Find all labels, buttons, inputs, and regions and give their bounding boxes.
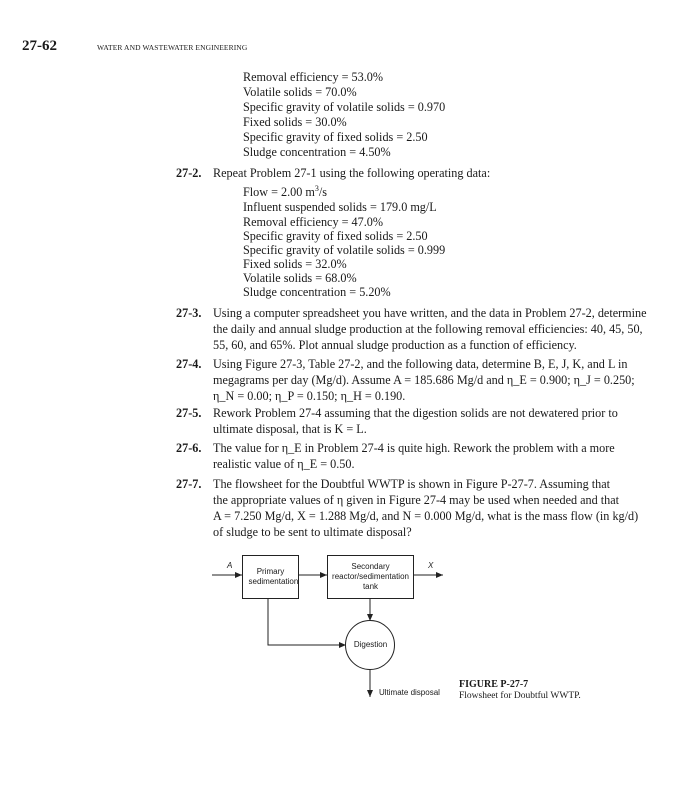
figure-number: FIGURE P-27-7: [459, 679, 529, 690]
data-line: Specific gravity of volatile solids = 0.999: [243, 243, 446, 257]
data-line: Specific gravity of fixed solids = 2.50: [243, 130, 428, 144]
text-line: 55, 60, and 65%. Plot annual sludge production as a function of efficiency.: [213, 338, 577, 352]
text-line: megagrams per day (Mg/d). Assume A = 185.686 Mg/d and η_E = 0.900; η_J = 0.250;: [213, 373, 635, 387]
page-number: 27-62: [22, 38, 57, 54]
data-line: Specific gravity of fixed solids = 2.50: [243, 229, 428, 243]
text-line: The value for η_E in Problem 27-4 is quite high. Rework the problem with a more: [213, 441, 615, 455]
data-line: Removal efficiency = 53.0%: [243, 70, 383, 84]
problem-number: 27-5.: [176, 406, 202, 420]
data-line: Influent suspended solids = 179.0 mg/L: [243, 200, 437, 214]
label-x: X: [428, 561, 434, 570]
secondary-label: Secondary reactor/sedimentation tank: [332, 562, 409, 591]
flow-unit: /s: [318, 185, 328, 199]
data-line: Sludge concentration = 5.20%: [243, 285, 391, 299]
problem-number: 27-4.: [176, 357, 202, 371]
secondary-tank-box: [327, 555, 414, 599]
text-line: ultimate disposal, that is K = L.: [213, 422, 367, 436]
problem-number: 27-2.: [176, 166, 202, 180]
text-line: The flowsheet for the Doubtful WWTP is shown in Figure P-27-7. Assuming that: [213, 477, 611, 491]
data-line: Fixed solids = 30.0%: [243, 115, 347, 129]
text-line: Using Figure 27-3, Table 27-2, and the following data, determine B, E, J, K, and L in: [213, 357, 628, 371]
text-line: η_N = 0.00; η_P = 0.150; η_H = 0.190.: [213, 389, 406, 403]
text-line: Rework Problem 27-4 assuming that the digestion solids are not dewatered prior to: [213, 406, 618, 420]
primary-label: Primary sedimentation: [248, 567, 299, 586]
text-line: Using a computer spreadsheet you have written, and the data in Problem 27-2, determine: [213, 306, 647, 320]
problem-number: 27-3.: [176, 306, 202, 320]
problem-number: 27-7.: [176, 477, 202, 491]
data-line: Sludge concentration = 4.50%: [243, 145, 391, 159]
data-line: Removal efficiency = 47.0%: [243, 215, 383, 229]
primary-to-digestion-arrow: [268, 597, 346, 645]
label-a: A: [227, 561, 233, 570]
data-line: Fixed solids = 32.0%: [243, 257, 347, 271]
text-line: A = 7.250 Mg/d, X = 1.288 Mg/d, and N = 0.000 Mg/d, what is the mass flow (in kg/d): [213, 509, 639, 523]
data-line: Specific gravity of volatile solids = 0.970: [243, 100, 446, 114]
text-line: the daily and annual sludge production at the following removal efficiencies: 40, 45, 50,: [213, 322, 643, 336]
disposal-label: Ultimate disposal: [379, 688, 440, 697]
running-title: WATER AND WASTEWATER ENGINEERING: [97, 43, 248, 52]
text-line: the appropriate values of η given in Figure 27-4 may be used when needed and that: [213, 493, 620, 507]
problem-number: 27-6.: [176, 441, 202, 455]
text-line: realistic value of η_E = 0.50.: [213, 457, 355, 471]
flow-exponent: 3: [314, 184, 319, 193]
problem-text: Repeat Problem 27-1 using the following operating data:: [213, 166, 491, 180]
text-line: of sludge to be sent to ultimate disposal?: [213, 525, 412, 539]
primary-sedimentation-box: [242, 555, 299, 599]
data-line: Volatile solids = 68.0%: [243, 271, 357, 285]
figure-caption: Flowsheet for Doubtful WWTP.: [459, 691, 581, 701]
flow-text: Flow = 2.00 m: [243, 185, 315, 199]
digestion-label: Digestion: [353, 640, 388, 649]
data-line: Volatile solids = 70.0%: [243, 85, 357, 99]
